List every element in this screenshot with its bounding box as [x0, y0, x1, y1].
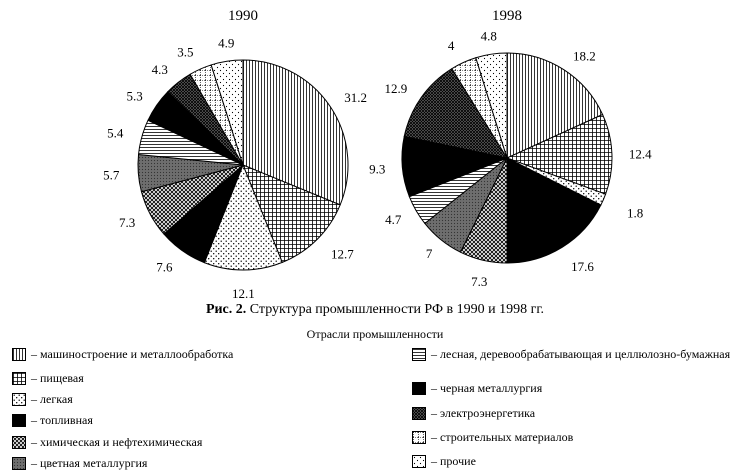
legend-swatch-other — [412, 455, 426, 468]
legend-item-fuel — [12, 413, 93, 429]
legend-swatch-forestry — [412, 348, 426, 361]
pie-label-1990-energy: 4.3 — [151, 61, 168, 77]
legend-swatch-food — [12, 372, 26, 385]
legend-item-machinery — [12, 347, 233, 363]
pie-label-1998-chemical: 7.3 — [471, 273, 488, 289]
legend-swatch-construction — [412, 431, 426, 444]
pie-title-1990: 1990 — [228, 8, 258, 24]
legend-swatch-fuel — [12, 414, 26, 427]
legend-item-nonferrous — [12, 456, 147, 472]
pie-label-1998-machinery: 18.2 — [573, 48, 596, 64]
legend-swatch-nonferrous — [12, 457, 26, 470]
pie-label-1998-ferrous: 9.3 — [369, 161, 386, 177]
legend-label-fuel: – топливная — [31, 413, 93, 427]
pie-label-1990-forestry: 5.4 — [107, 125, 124, 141]
legend-title: Отрасли промышленности — [306, 327, 444, 341]
legend-swatch-ferrous — [412, 382, 426, 395]
legend-label-energy: – электроэнергетика — [431, 406, 536, 420]
legend-item-other — [412, 454, 476, 470]
legend-label-ferrous: – черная металлургия — [431, 381, 543, 395]
caption-label: Рис. 2. — [205, 302, 247, 317]
pie-label-1998-light: 1.8 — [627, 205, 644, 221]
caption-text: Структура промышленности РФ в 1990 и 1998 гг. — [246, 302, 545, 317]
pie-label-1990-machinery: 31.2 — [344, 90, 368, 106]
legend-item-forestry — [412, 347, 750, 363]
legend-item-construction — [412, 430, 573, 446]
pie-label-1998-nonferrous: 7 — [425, 246, 433, 261]
pie-label-1998-forestry: 4.7 — [385, 212, 402, 228]
pie-label-1990-construction: 3.5 — [177, 44, 194, 60]
pie-label-1998-construction: 4 — [447, 38, 455, 53]
legend-swatch-light — [12, 393, 26, 406]
figure-caption — [0, 302, 750, 318]
pie-label-1990-nonferrous: 5.7 — [103, 167, 120, 183]
legend-item-chemical — [12, 435, 202, 451]
pie-label-1998-other: 4.8 — [480, 28, 497, 44]
legend-label-chemical: – химическая и нефтехимическая — [31, 435, 203, 449]
legend-label-machinery: – машиностроение и металлообработка — [31, 347, 234, 361]
legend-label-nonferrous: – цветная металлургия — [31, 456, 148, 470]
pie-label-1998-food: 12.4 — [628, 146, 652, 162]
legend-item-ferrous — [412, 381, 542, 397]
legend-item-light — [12, 392, 73, 408]
legend-label-construction: – строительных материалов — [431, 430, 574, 444]
legend-label-food: – пищевая — [31, 371, 84, 385]
pie-label-1998-energy: 12.9 — [384, 80, 408, 96]
legend-swatch-chemical — [12, 436, 26, 449]
pie-label-1990-fuel: 7.6 — [156, 259, 173, 275]
legend-swatch-machinery — [12, 348, 26, 361]
pie-label-1990-chemical: 7.3 — [118, 215, 136, 231]
legend-label-light: – легкая — [31, 392, 73, 406]
legend-swatch-energy — [412, 407, 426, 420]
legend-item-food — [12, 371, 84, 387]
legend-label-forestry: – лесная, деревообрабатывающая и целлюлозно-бумажная — [431, 347, 731, 361]
legend-item-energy — [412, 406, 535, 422]
pie-label-1998-fuel: 17.6 — [571, 258, 594, 274]
pie-chart-1998 — [369, 8, 652, 289]
pie-label-1990-other: 4.9 — [218, 35, 235, 51]
pie-label-1990-ferrous: 5.3 — [126, 88, 143, 104]
pie-title-1998: 1998 — [492, 8, 522, 24]
legend-label-other: – прочие — [431, 454, 476, 468]
pie-label-1990-food: 12.7 — [331, 246, 354, 262]
pie-label-1990-light: 12.1 — [232, 286, 255, 300]
pie-chart-1990 — [103, 8, 367, 300]
